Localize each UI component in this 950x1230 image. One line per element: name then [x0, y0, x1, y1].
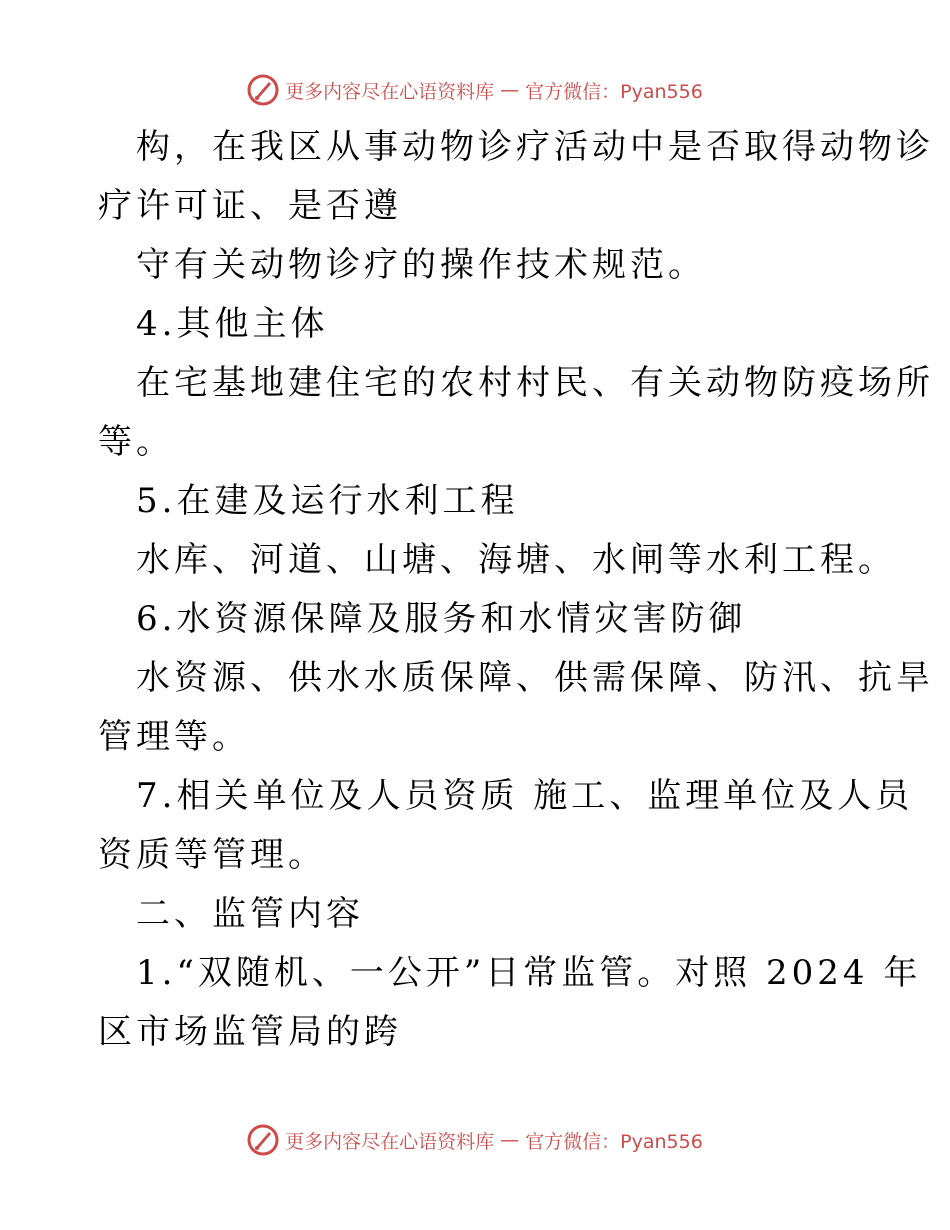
chapter-heading: 二、监管内容	[136, 894, 364, 934]
paragraph-line: 水资源、供水水质保障、供需保障、防汛、抗旱	[136, 658, 934, 698]
paragraph-line: 守有关动物诊疗的操作技术规范。	[136, 245, 706, 285]
paragraph-line: 构，在我区从事动物诊疗活动中是否取得动物诊	[136, 127, 934, 167]
quill-logo-icon	[247, 1124, 279, 1156]
paragraph-line: 水库、河道、山塘、海塘、水闸等水利工程。	[136, 540, 896, 580]
paragraph-line: 1.“双随机、一公开”日常监管。对照 2024 年	[136, 953, 922, 993]
watermark-text: 更多内容尽在心语资料库	[285, 80, 495, 103]
paragraph-line: 等。	[98, 422, 174, 462]
paragraph-line: 疗许可证、是否遵	[98, 186, 402, 226]
watermark-separator: —	[500, 1129, 520, 1151]
paragraph-line: 资质等管理。	[98, 835, 326, 875]
section-heading: 6.水资源保障及服务和水情灾害防御	[136, 599, 747, 639]
footer-watermark	[0, 1122, 950, 1158]
watermark-contact: 官方微信：Pyan556	[525, 1130, 703, 1153]
section-heading: 7.相关单位及人员资质 施工、监理单位及人员	[136, 776, 914, 816]
section-heading: 4.其他主体	[136, 304, 329, 344]
quill-logo-icon	[247, 74, 279, 106]
section-heading: 5.在建及运行水利工程	[136, 481, 519, 521]
paragraph-line: 在宅基地建住宅的农村村民、有关动物防疫场所	[136, 363, 934, 403]
paragraph-line: 管理等。	[98, 717, 250, 757]
watermark-text: 更多内容尽在心语资料库	[285, 1130, 495, 1153]
header-watermark	[0, 72, 950, 108]
watermark-contact: 官方微信：Pyan556	[525, 80, 703, 103]
paragraph-line: 区市场监管局的跨	[98, 1012, 402, 1052]
watermark-separator: —	[500, 79, 520, 101]
